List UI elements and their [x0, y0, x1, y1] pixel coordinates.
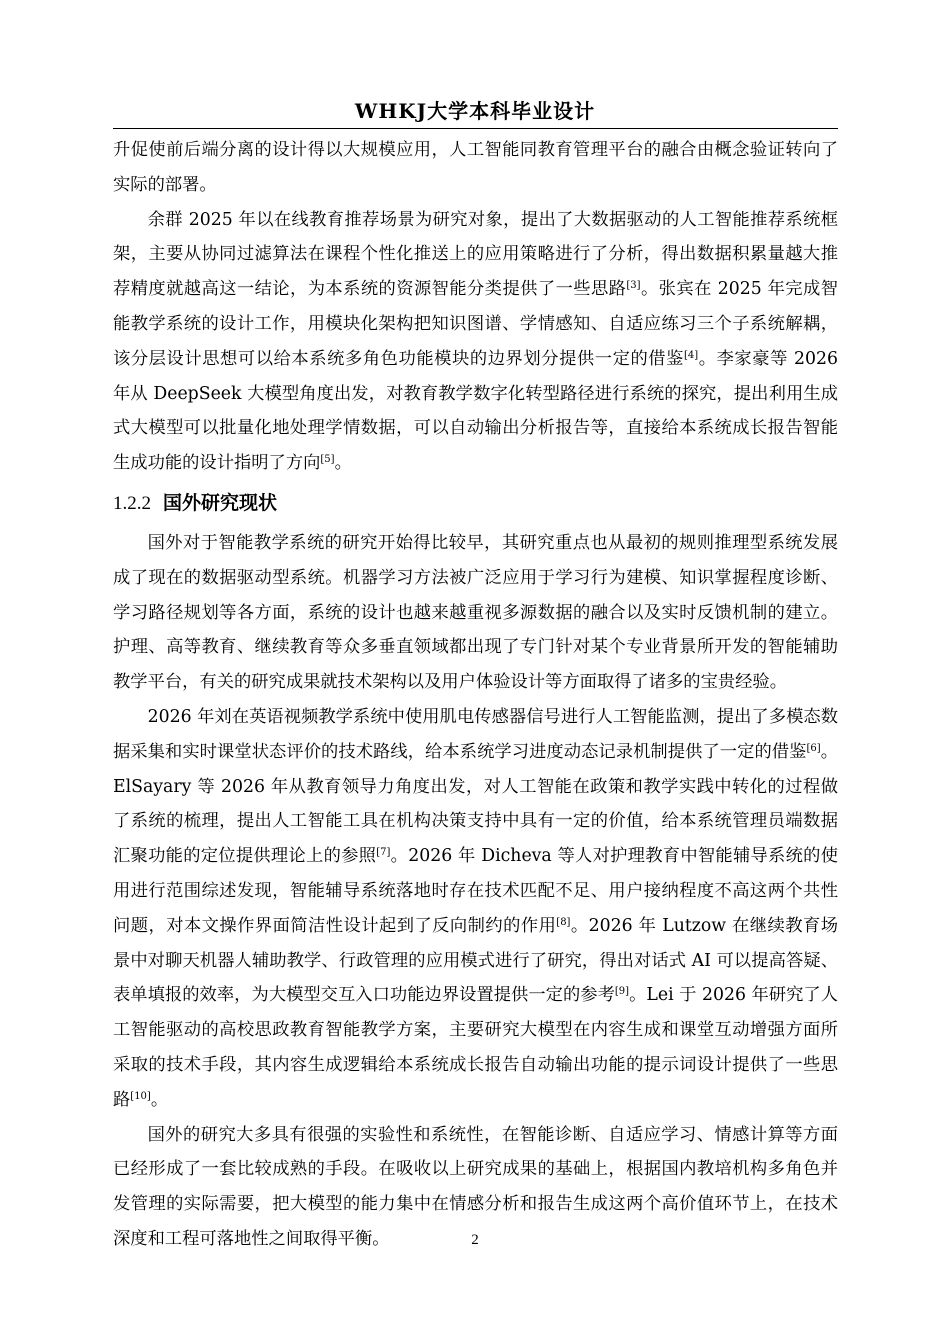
- section-heading: [113, 481, 838, 526]
- citation-ref: [5]: [320, 454, 335, 466]
- text-run: 。ElSayary 等 2026 年从教育领导力角度出发，对人工智能在政策和教学实践中转化的过程做了系统的梳理，提出人工智能工具在机构决策支持中具有一定的价值，给本系统管理员端数据汇聚功能的定位提供理论上的参照: [113, 741, 838, 867]
- citation-ref: [8]: [556, 916, 571, 928]
- section-number: 1.2.2: [113, 492, 151, 514]
- citation-ref: [7]: [376, 847, 391, 859]
- paragraph-summary: 国外的研究大多具有很强的实验性和系统性，在智能诊断、自适应学习、情感计算等方面已经形成了一套比较成熟的手段。在吸收以上研究成果的基础上，根据国内教培机构多角色并发管理的实际需要，把大模型的能力集中在情感分析和报告生成这两个高价值环节上，在技术深度和工程可落地性之间取得平衡。: [113, 1124, 838, 1249]
- section-title: 国外研究现状: [163, 491, 278, 514]
- page-header-title: WHKJ大学本科毕业设计: [354, 99, 596, 123]
- text-run: 。李家豪等 2026 年从 DeepSeek 大模型角度出发，对教育教学数字化转型路径进行系统的探究，提出利用生成式大模型可以批量化地处理学情数据，可以自动输出分析报告等，直接给本系统成长报告智能生成功能的设计指明了方向: [113, 348, 838, 474]
- citation-ref: [4]: [684, 349, 699, 361]
- text-run: 余群 2025 年以在线教育推荐场景为研究对象，提出了大数据驱动的人工智能推荐系统框架，主要从协同过滤算法在课程个性化推送上的应用策略进行了分析，得出数据积累量越大推荐精度就越高这一结论，为本系统的资源智能分类提供了一些思路: [113, 209, 838, 300]
- text-run: 。张宾在 2025 年完成智能教学系统的设计工作，用模块化架构把知识图谱、学情感知、自适应练习三个子系统解耦，该分层设计思想可以给本系统多角色功能模块的边界划分提供一定的借鉴: [113, 279, 838, 369]
- paragraph-continuation: 升促使前后端分离的设计得以大规模应用，人工智能同教育管理平台的融合由概念验证转向了实际的部署。: [113, 140, 838, 195]
- citation-ref: [3]: [626, 280, 641, 292]
- citation-ref: [10]: [130, 1090, 151, 1102]
- text-run: 。: [334, 453, 352, 474]
- text-run: 。2026 年 Dicheva 等人对护理教育中智能辅导系统的使用进行范围综述发现，智能辅导系统落地时存在技术匹配不足、用户接纳程度不高这两个共性问题，对本文操作界面简洁性设计起到了反向制约的作用: [113, 846, 838, 936]
- page-body: [113, 133, 838, 1257]
- paragraph-foreign-research: [113, 700, 838, 1118]
- paragraph-foreign-overview: 国外对于智能教学系统的研究开始得比较早，其研究重点也从最初的规则推理型系统发展成了现在的数据驱动型系统。机器学习方法被广泛应用于学习行为建模、知识掌握程度诊断、学习路径规划等各方面，系统的设计也越来越重视多源数据的融合以及实时反馈机制的建立。护理、高等教育、继续教育等众多垂直领域都出现了专门针对某个专业背景所开发的智能辅助教学平台，有关的研究成果就技术架构以及用户体验设计等方面取得了诸多的宝贵经验。: [113, 532, 838, 693]
- page-number: 2: [471, 1232, 479, 1248]
- paragraph-domestic-research: [113, 203, 838, 481]
- header-divider: [113, 128, 838, 129]
- citation-ref: [6]: [806, 742, 821, 754]
- text-run: 。2026 年 Lutzow 在继续教育场景中对聊天机器人辅助教学、行政管理的应用模式进行了研究，得出对话式 AI 可以提高答疑、表单填报的效率，为大模型交互入口功能边界设置提供一定的参考: [113, 915, 838, 1006]
- citation-ref: [9]: [614, 986, 630, 998]
- text-run: 。Lei 于 2026 年研究了人工智能驱动的高校思政教育智能教学方案，主要研究大模型在内容生成和课堂互动增强方面所采取的技术手段，其内容生成逻辑给本系统成长报告自动输出功能的提示词设计提供了一些思路: [113, 985, 838, 1110]
- text-run: 。: [150, 1089, 169, 1110]
- text-run: 2026 年刘在英语视频教学系统中使用肌电传感器信号进行人工智能监测，提出了多模态数据采集和实时课堂状态评价的技术路线，给本系统学习进度动态记录机制提供了一定的借鉴: [113, 706, 838, 762]
